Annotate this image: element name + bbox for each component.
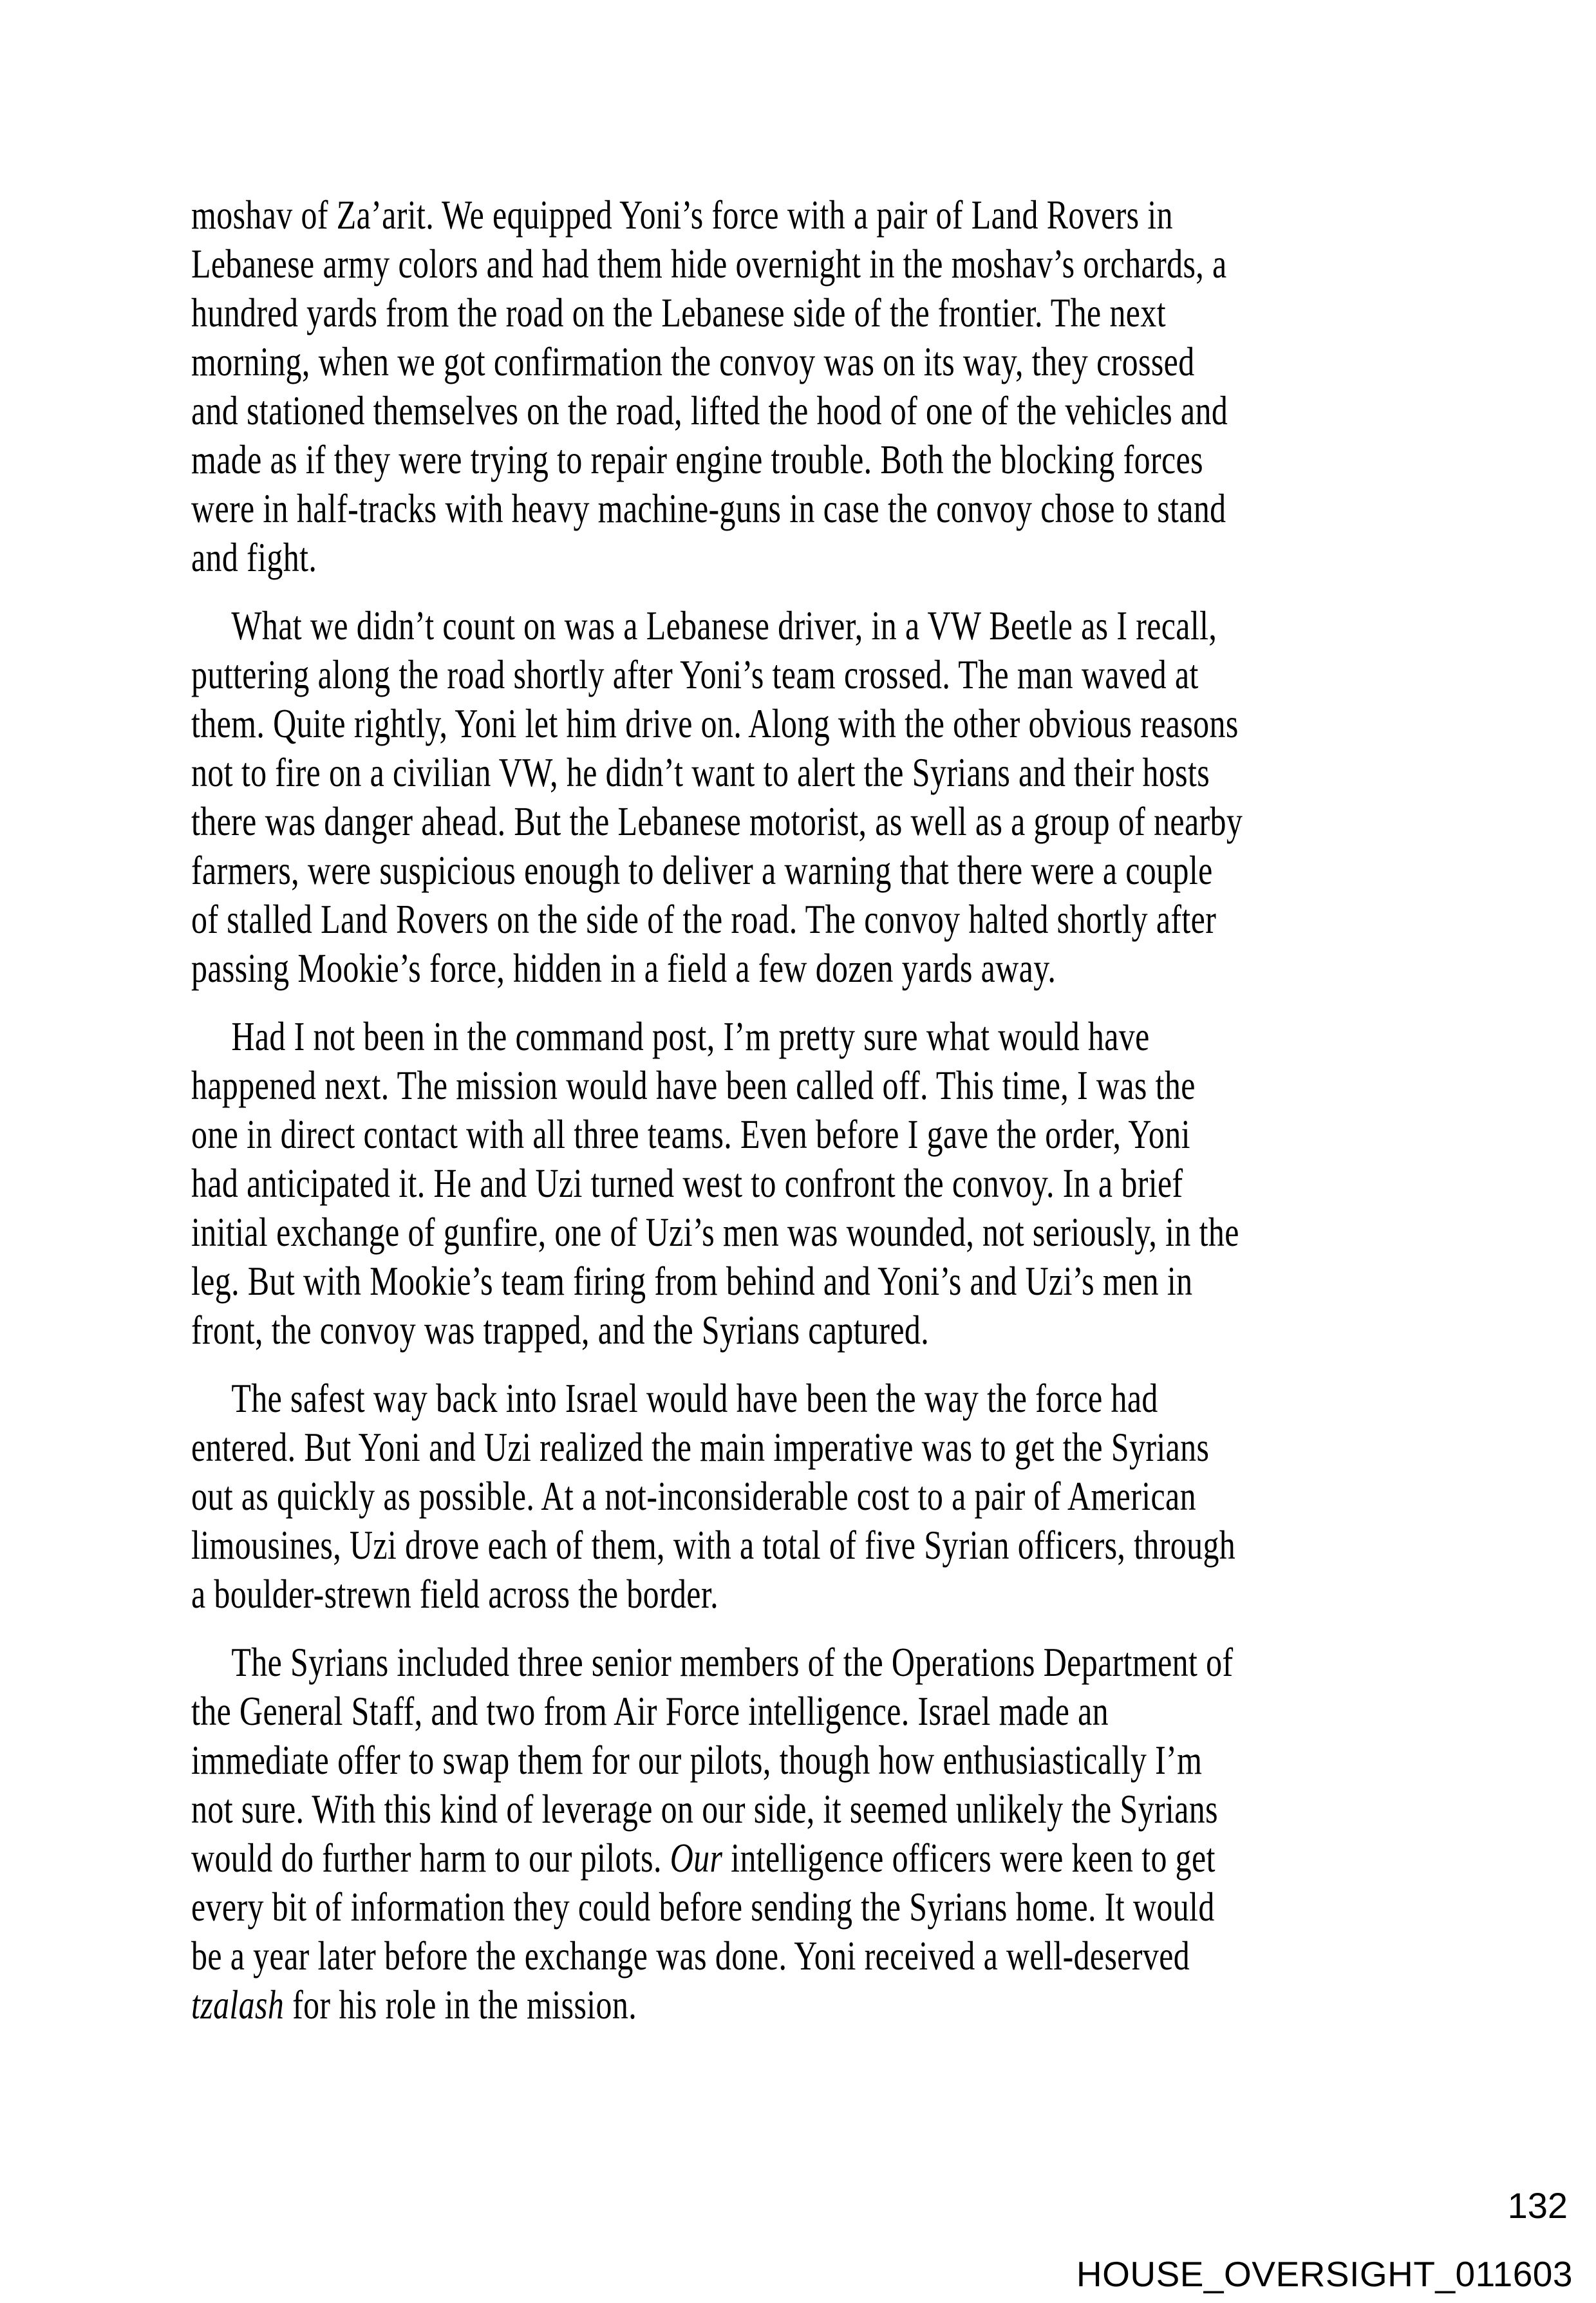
text-segment: every bit of information they could before sending the Syrians home. It would xyxy=(191,1884,1215,1930)
text-segment: the General Staff, and two from Air Force intelligence. Israel made an xyxy=(191,1688,1109,1734)
text-segment: limousines, Uzi drove each of them, with a total of five Syrian officers, through xyxy=(191,1522,1236,1568)
text-line xyxy=(191,601,1497,650)
text-segment: out as quickly as possible. At a not-inconsiderable cost to a pair of American xyxy=(191,1473,1196,1519)
text-segment: not to fire on a civilian VW, he didn’t want to alert the Syrians and their hosts xyxy=(191,749,1210,795)
text-segment: What we didn’t count on was a Lebanese driver, in a VW Beetle as I recall, xyxy=(231,603,1217,648)
text-segment: The Syrians included three senior members of the Operations Department of xyxy=(231,1639,1234,1685)
text-line xyxy=(191,1883,1497,1932)
text-segment: one in direct contact with all three teams. Even before I gave the order, Yoni xyxy=(191,1111,1190,1157)
text-segment: leg. But with Mookie’s team firing from behind and Yoni’s and Uzi’s men in xyxy=(191,1258,1193,1304)
bates-number: HOUSE_OVERSIGHT_011603 xyxy=(1076,2254,1573,2294)
text-line xyxy=(191,1159,1497,1208)
text-segment: moshav of Za’arit. We equipped Yoni’s force with a pair of Land Rovers in xyxy=(191,192,1173,238)
text-line xyxy=(191,1423,1497,1472)
text-segment: Had I not been in the command post, I’m pretty sure what would have xyxy=(231,1013,1150,1059)
text-line xyxy=(191,484,1497,533)
text-line xyxy=(191,337,1497,386)
paragraph xyxy=(191,1012,1497,1355)
text-segment: would do further harm to our pilots. xyxy=(191,1835,670,1881)
text-segment: there was danger ahead. But the Lebanese motorist, as well as a group of nearby xyxy=(191,798,1243,844)
text-line xyxy=(191,846,1497,895)
text-line xyxy=(191,1306,1497,1355)
text-line xyxy=(191,240,1497,288)
text-segment: them. Quite rightly, Yoni let him drive on. Along with the other obvious reasons xyxy=(191,700,1239,746)
text-line xyxy=(191,288,1497,337)
text-line xyxy=(191,797,1497,846)
text-line xyxy=(191,1687,1497,1736)
text-line xyxy=(191,895,1497,944)
text-segment: not sure. With this kind of leverage on our side, it seemed unlikely the Syrians xyxy=(191,1786,1218,1832)
text-line xyxy=(191,1061,1497,1110)
text-segment: farmers, were suspicious enough to deliver a warning that there were a couple xyxy=(191,847,1213,893)
text-segment: were in half-tracks with heavy machine-guns in case the convoy chose to stand xyxy=(191,485,1226,531)
text-line xyxy=(191,1374,1497,1423)
text-line xyxy=(191,748,1497,797)
text-segment: initial exchange of gunfire, one of Uzi’s men was wounded, not seriously, in the xyxy=(191,1209,1239,1255)
paragraph xyxy=(191,601,1497,993)
text-line xyxy=(191,1110,1497,1159)
italic-text-segment: Our xyxy=(670,1835,723,1881)
text-segment: intelligence officers were keen to get xyxy=(722,1835,1216,1881)
text-segment: a boulder-strewn field across the border. xyxy=(191,1571,718,1617)
italic-text-segment: tzalash xyxy=(191,1982,285,2027)
text-line xyxy=(191,1472,1497,1521)
text-line xyxy=(191,533,1497,582)
text-segment: of stalled Land Rovers on the side of the road. The convoy halted shortly after xyxy=(191,896,1217,942)
paragraph xyxy=(191,1374,1497,1619)
text-segment: made as if they were trying to repair engine trouble. Both the blocking forces xyxy=(191,437,1203,482)
text-segment: The safest way back into Israel would have been the way the force had xyxy=(231,1375,1158,1421)
text-segment: Lebanese army colors and had them hide overnight in the moshav’s orchards, a xyxy=(191,241,1227,287)
text-line xyxy=(191,1012,1497,1061)
text-segment: happened next. The mission would have been called off. This time, I was the xyxy=(191,1062,1196,1108)
text-line xyxy=(191,386,1497,435)
page-number: 132 xyxy=(1507,2185,1568,2226)
text-line xyxy=(191,1736,1497,1785)
paragraph xyxy=(191,1638,1497,2029)
text-line xyxy=(191,1257,1497,1306)
text-segment: and stationed themselves on the road, lifted the hood of one of the vehicles and xyxy=(191,388,1228,433)
text-segment: front, the convoy was trapped, and the Syrians captured. xyxy=(191,1307,930,1353)
text-line xyxy=(191,1980,1497,2029)
text-segment: for his role in the mission. xyxy=(284,1982,637,2027)
text-segment: passing Mookie’s force, hidden in a field a few dozen yards away. xyxy=(191,945,1056,991)
text-segment: entered. But Yoni and Uzi realized the main imperative was to get the Syrians xyxy=(191,1424,1210,1470)
text-line xyxy=(191,435,1497,484)
text-line xyxy=(191,191,1497,240)
text-segment: immediate offer to swap them for our pilots, though how enthusiastically I’m xyxy=(191,1737,1203,1783)
text-line xyxy=(191,1932,1497,1980)
paragraph xyxy=(191,191,1497,582)
text-line xyxy=(191,944,1497,993)
text-segment: and fight. xyxy=(191,534,317,580)
text-line xyxy=(191,1638,1497,1687)
text-line xyxy=(191,1570,1497,1619)
text-segment: puttering along the road shortly after Yoni’s team crossed. The man waved at xyxy=(191,652,1199,697)
text-line xyxy=(191,699,1497,748)
text-segment: hundred yards from the road on the Lebanese side of the frontier. The next xyxy=(191,290,1166,335)
text-line xyxy=(191,1521,1497,1570)
text-line xyxy=(191,650,1497,699)
text-segment: morning, when we got confirmation the convoy was on its way, they crossed xyxy=(191,339,1195,384)
text-segment: had anticipated it. He and Uzi turned west to confront the convoy. In a brief xyxy=(191,1160,1183,1206)
text-line xyxy=(191,1834,1497,1883)
text-line xyxy=(191,1785,1497,1834)
body-text xyxy=(191,191,1497,2049)
text-segment: be a year later before the exchange was done. Yoni received a well-deserved xyxy=(191,1933,1190,1979)
text-line xyxy=(191,1208,1497,1257)
